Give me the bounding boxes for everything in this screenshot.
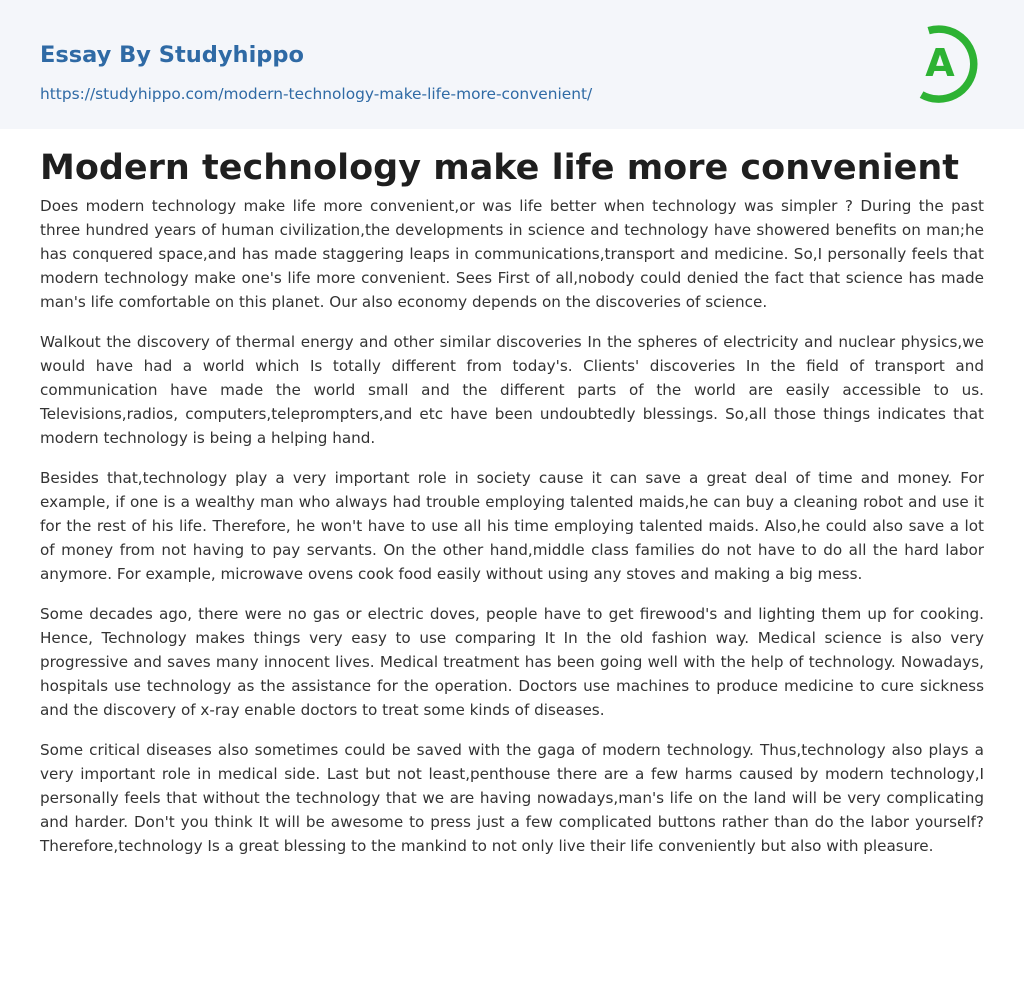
site-brand[interactable]: Essay By Studyhippo: [40, 42, 304, 68]
source-url-link[interactable]: https://studyhippo.com/modern-technology-make-life-more-convenient/: [40, 85, 593, 103]
site-header: [0, 0, 1024, 129]
essay-paragraph-2: Walkout the discovery of thermal energy and other similar discoveries In the spheres of electricity and nuclear physics,we would have had a world which Is totally different from today's. Clients' discoveries In the field of transport and communication have made the world small and the different parts of the world are easily accessible to us. Televisions,radios, computers,teleprompters,and etc have been undoubtedly blessings. So,all those things indicates that modern technology is being a helping hand.: [40, 333, 984, 447]
essay-paragraph-3: Besides that,technology play a very important role in society cause it can save a great deal of time and money. For example, if one is a wealthy man who always had trouble employing talented maids,he can buy a cleaning robot and use it for the rest of his life. Therefore, he won't have to use all his time employing talented maids. Also,he could also save a lot of money from not having to pay servants. On the other hand,middle class families do not have to do all the hard labor anymore. For example, microwave ovens cook food easily without using any stoves and making a big mess.: [40, 469, 984, 583]
essay-body: [40, 194, 984, 874]
logo-letter: A: [925, 41, 955, 85]
essay-title: Modern technology make life more convenient: [40, 148, 959, 188]
essay-paragraph-4: Some decades ago, there were no gas or electric doves, people have to get firewood's and lighting them up for cooking. Hence, Technology makes things very easy to use comparing It In the old fashion way. Medical science is also very progressive and saves many innocent lives. Medical treatment has been going well with the help of technology. Nowadays, hospitals use technology as the assistance for the operation. Doctors use machines to produce medicine to cure sickness and the discovery of x-ray enable doctors to treat some kinds of diseases.: [40, 605, 984, 719]
essay-paragraph-1: Does modern technology make life more convenient,or was life better when technology was simpler ? During the past three hundred years of human civilization,the developments in science and technology have showered benefits on man;he has conquered space,and has made staggering leaps in communications,transport and medicine. So,I personally feels that modern technology make one's life more convenient. Sees First of all,nobody could denied the fact that science has made man's life comfortable on this planet. Our also economy depends on the discoveries of science.: [40, 197, 984, 311]
studyhippo-logo-icon[interactable]: [912, 18, 988, 106]
essay-paragraph-5: Some critical diseases also sometimes could be saved with the gaga of modern technology. Thus,technology also plays a very important role in medical side. Last but not least,penthouse there are a few harms caused by modern technology,I personally feels that without the technology that we are having nowadays,man's life on the land will be very complicating and harder. Don't you think It will be awesome to press just a few complicated buttons rather than do the labor yourself? Therefore,technology Is a great blessing to the mankind to not only live their life conveniently but also with pleasure.: [40, 741, 984, 855]
